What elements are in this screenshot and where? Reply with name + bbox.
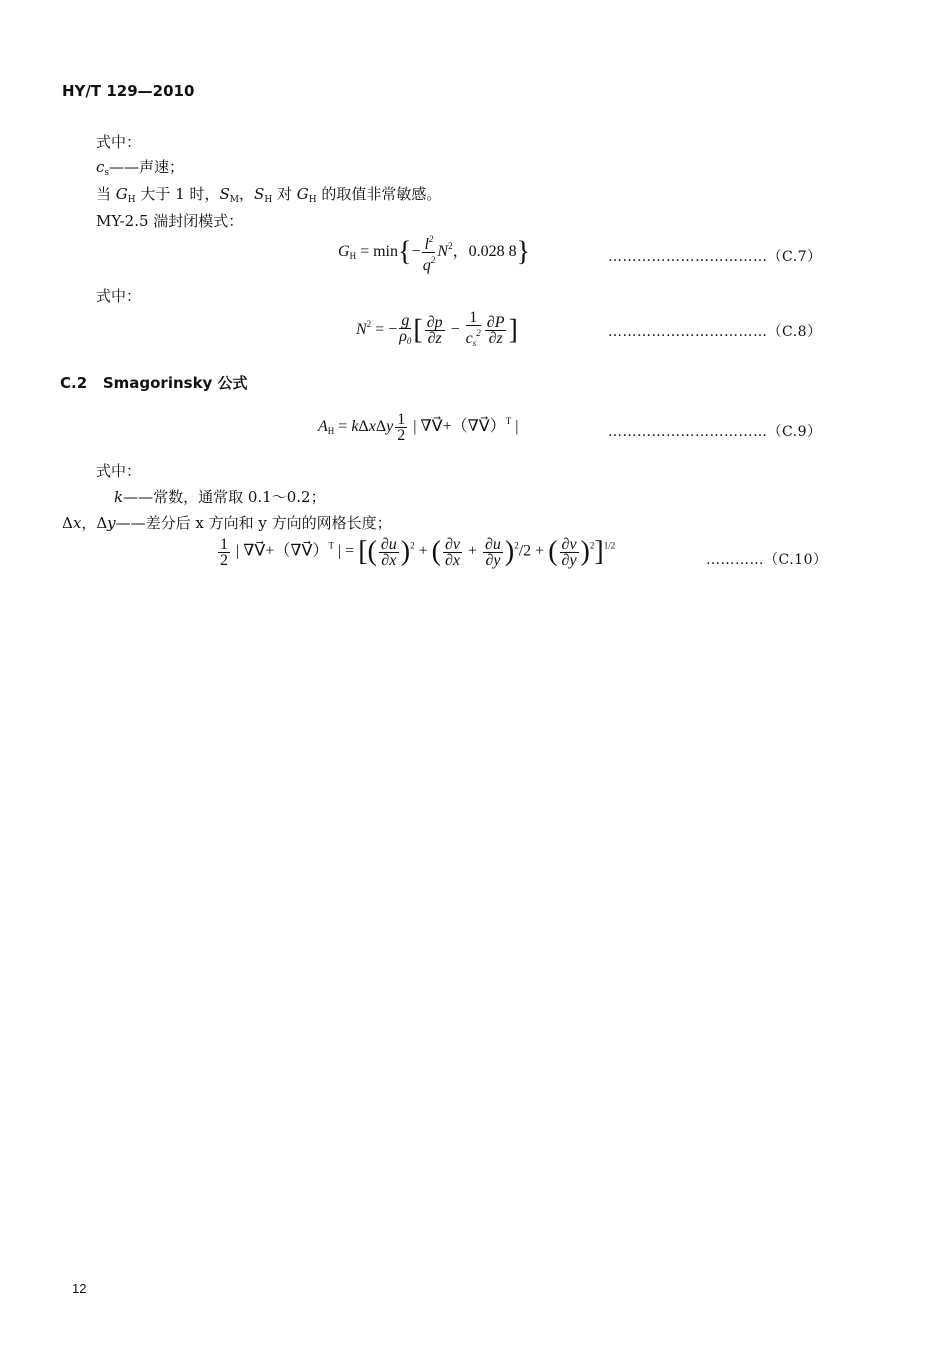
when-mid1: 大于 1 时， (140, 185, 220, 203)
page-number: 12 (72, 1281, 87, 1296)
section-heading (60, 372, 248, 393)
dxdy-definition: Δx，Δy——差分后 x 方向和 y 方向的网格长度； (62, 514, 392, 532)
where-label-2: 式中： (96, 287, 142, 305)
cs-definition: $c_s——$声速； (96, 158, 185, 178)
when-post: 的取值非常敏感。 (321, 185, 442, 203)
c10-leader: …………（C.10） (706, 552, 828, 568)
equation-c8: $N^2$ = − $\frac{g}{\rho_0}$ [ $\frac{\partial p}{\partial z}$ − $\frac{1}{c_s^2}$ $\frac{\partial P}{\partial z}$ ] (356, 309, 518, 348)
dxdy-desc: ——差分后 x 方向和 y 方向的网格长度； (115, 514, 392, 532)
when-pre: 当 (96, 185, 112, 203)
c7-constant: 0.028 8 (468, 243, 517, 261)
c8-leader: ……………………………（C.8） (608, 324, 822, 340)
c9-leader: ……………………………（C.9） (608, 424, 822, 440)
standard-number: HY/T 129—2010 (62, 82, 195, 100)
when-mid2: 对 (276, 185, 292, 203)
gh-sensitivity-sentence: 当 $G_H$ 大于 1 时，$S_M$，$S_H$ 对 $G_H$ 的取值非常敏感。 (96, 185, 442, 205)
equation-c9: $A_H = k\Delta x\Delta y$ $\frac{1}{2}$ | ∇V⃗+（∇V⃗）$^T$ | (318, 411, 519, 444)
section-number: C.2 (60, 374, 88, 392)
equation-c7: $G_H = \min\{-$ $\frac{l^2}{q^2}$ $N^2$，0.028 8} (338, 234, 531, 274)
c10-ref: （C.10） (764, 552, 828, 568)
cs-desc: ——声速； (109, 158, 185, 176)
c7-leader: ……………………………（C.7） (608, 249, 822, 265)
equation-c10: $\frac{1}{2}$ | ∇V⃗+（∇V⃗）$^T$ | = [( $\frac{\partial u}{\partial x}$ )$^2$ + ( $\frac{\partial v}{\partial x}$ + $\frac{\partial u}{\partial y}$ )$^2$/2 + ( $\frac{\partial v}{\partial y}$ )$^2$]$^{1/2}$ (220, 535, 616, 569)
where-label: 式中： (96, 133, 142, 151)
k-desc: ——常数，通常取 0.1～0.2； (123, 488, 326, 506)
model-label: MY-2.5 湍封闭模式： (96, 212, 244, 230)
k-definition: k——常数，通常取 0.1～0.2； (114, 488, 326, 506)
c8-ref: （C.8） (767, 324, 822, 340)
c7-ref: （C.7） (767, 249, 822, 265)
where-label-3: 式中： (96, 462, 142, 480)
section-title: Smagorinsky 公式 (102, 374, 248, 392)
c9-ref: （C.9） (767, 424, 822, 440)
